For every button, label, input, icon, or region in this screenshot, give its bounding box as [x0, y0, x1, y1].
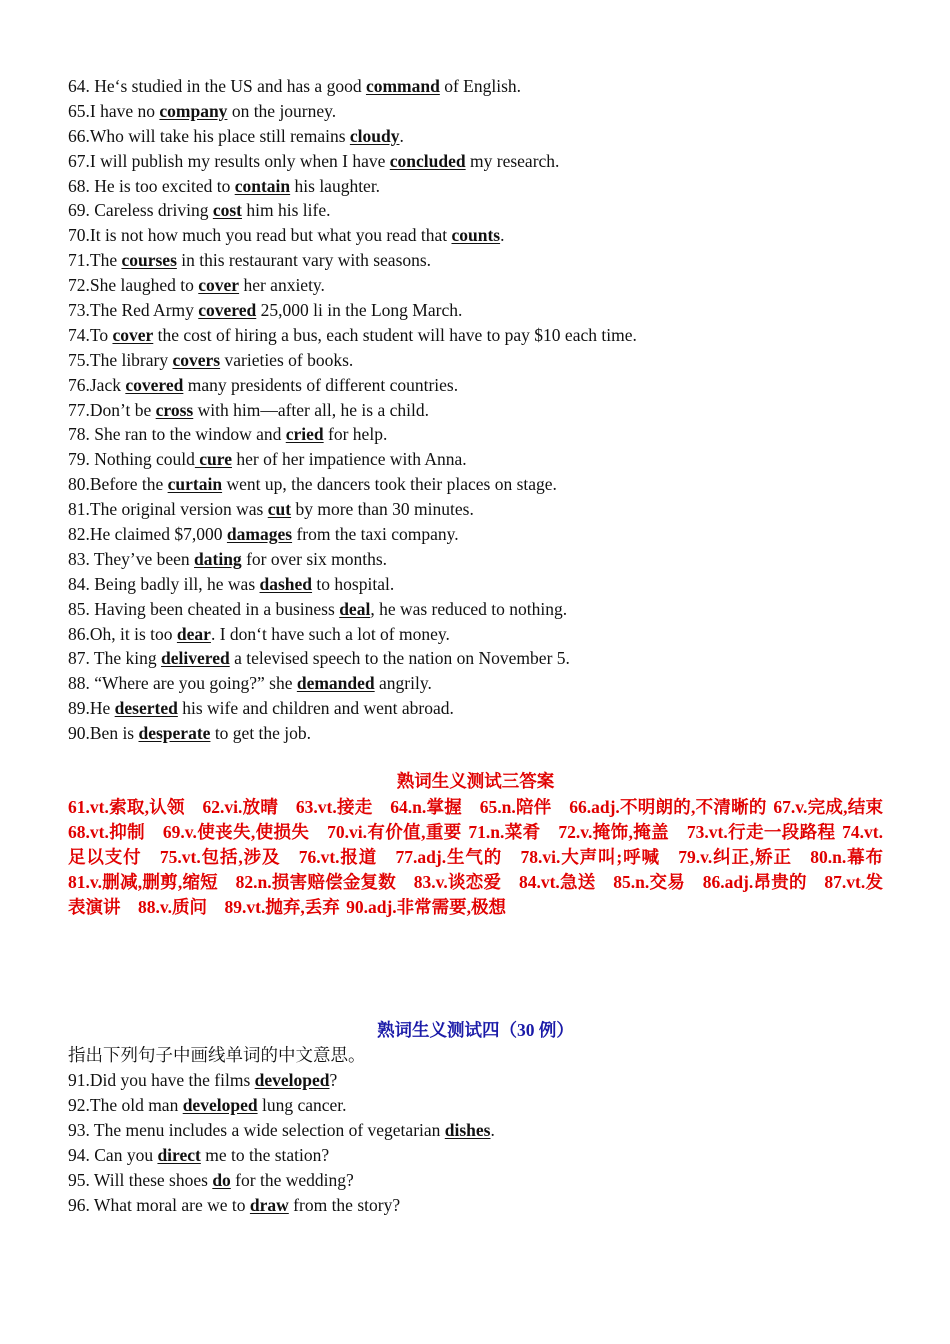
- underlined-keyword: desperate: [138, 723, 211, 744]
- underlined-keyword: do: [212, 1169, 231, 1190]
- section4-instruction: 指出下列句子中画线单词的中文意思。: [68, 1045, 366, 1066]
- sentence-text: 89.He: [68, 698, 115, 719]
- sentence-text: to hospital.: [312, 573, 395, 594]
- underlined-keyword: covered: [198, 300, 257, 321]
- sentence-text: 77.Don’t be: [68, 399, 156, 420]
- sentence-text: many presidents of different countries.: [183, 374, 459, 395]
- sentence-text: 93. The menu includes a wide selection of vegetarian: [68, 1120, 445, 1141]
- sentence-text: 79. Nothing could: [68, 449, 195, 470]
- underlined-keyword: cure: [194, 449, 232, 470]
- sentence-list-part3: [68, 74, 883, 746]
- sentence-line: [68, 1068, 883, 1093]
- underlined-keyword: damages: [226, 524, 293, 545]
- underlined-keyword: covers: [172, 349, 221, 370]
- sentence-text: by more than 30 minutes.: [291, 499, 474, 520]
- underlined-keyword: demanded: [296, 673, 375, 694]
- underlined-keyword: deserted: [114, 698, 178, 719]
- sentence-line: [68, 298, 883, 323]
- sentence-line: [68, 1193, 883, 1218]
- sentence-line: [68, 1118, 883, 1143]
- sentence-text: .: [500, 225, 505, 246]
- sentence-text: .: [490, 1120, 495, 1141]
- sentence-line: [68, 248, 883, 273]
- answers-title: 熟词生义测试三答案: [396, 772, 555, 793]
- sentence-text: 64. He‘s studied in the US and has a good: [68, 76, 366, 96]
- sentence-text: 81.The original version was: [68, 499, 268, 520]
- document-page: [68, 74, 901, 1218]
- underlined-keyword: concluded: [389, 150, 466, 171]
- sentence-line: [68, 1143, 883, 1168]
- sentence-text: 69. Careless driving: [68, 200, 213, 221]
- sentence-text: 86.Oh, it is too: [68, 623, 177, 644]
- underlined-keyword: draw: [249, 1194, 289, 1215]
- sentence-line: [68, 273, 883, 298]
- sentence-text: his laughter.: [290, 175, 381, 196]
- sentence-text: on the journey.: [227, 100, 337, 121]
- sentence-line: [68, 198, 883, 223]
- underlined-keyword: courses: [121, 250, 177, 271]
- sentence-text: her of her impatience with Anna.: [231, 449, 467, 470]
- sentence-line: [68, 622, 883, 647]
- sentence-text: 94. Can you: [68, 1144, 158, 1165]
- sentence-text: for the wedding?: [230, 1169, 354, 1190]
- underlined-keyword: company: [159, 100, 228, 121]
- sentence-text: to get the job.: [210, 723, 312, 744]
- underlined-keyword: cloudy: [349, 125, 400, 146]
- sentence-text: 67.I will publish my results only when I have: [68, 150, 390, 171]
- sentence-text: 90.Ben is: [68, 723, 139, 744]
- sentence-line: [68, 422, 883, 447]
- sentence-text: angrily.: [374, 673, 432, 694]
- sentence-line: [68, 74, 883, 99]
- underlined-keyword: dear: [176, 623, 211, 644]
- sentence-text: 74.To: [68, 324, 113, 345]
- underlined-keyword: delivered: [161, 648, 230, 669]
- sentence-line: [68, 472, 883, 497]
- underlined-keyword: developed: [254, 1070, 330, 1091]
- sentence-text: , he was reduced to nothing.: [370, 598, 568, 619]
- sentence-text: 92.The old man: [68, 1095, 183, 1116]
- underlined-keyword: dashed: [259, 573, 313, 594]
- sentence-text: 66.Who will take his place still remains: [68, 125, 350, 146]
- sentence-text: with him—after all, he is a child.: [193, 399, 429, 420]
- sentence-text: 68. He is too excited to: [68, 175, 235, 196]
- sentence-line: [68, 522, 883, 547]
- sentence-text: 73.The Red Army: [68, 300, 199, 321]
- sentence-line: [68, 1093, 883, 1118]
- sentence-text: 71.The: [68, 250, 122, 271]
- sentence-text: 76.Jack: [68, 374, 126, 395]
- underlined-keyword: developed: [182, 1095, 258, 1116]
- sentence-line: [68, 671, 883, 696]
- underlined-keyword: cost: [212, 200, 242, 221]
- sentence-text: 95. Will these shoes: [68, 1169, 213, 1190]
- sentence-text: of English.: [439, 76, 522, 96]
- sentence-text: 91.Did you have the films: [68, 1070, 255, 1091]
- underlined-keyword: contain: [234, 175, 291, 196]
- sentence-text: 96. What moral are we to: [68, 1194, 250, 1215]
- sentence-text: 75.The library: [68, 349, 173, 370]
- sentence-text: 80.Before the: [68, 474, 168, 495]
- sentence-text: 70.It is not how much you read but what you read that: [68, 225, 452, 246]
- sentence-line: [68, 646, 883, 671]
- sentence-line: [68, 223, 883, 248]
- underlined-keyword: dating: [194, 548, 242, 569]
- sentence-text: from the story?: [288, 1194, 401, 1215]
- underlined-keyword: direct: [157, 1144, 201, 1165]
- answers-text: 61.vt.索取,认领 62.vi.放晴 63.vt.接走 64.n.掌握 65.n.陪伴 66.adj.不明朗的,不清晰的 67.v.完成,结束 68.vt.抑制 69.v.使丧失,使损失 70.vi.有价值,重要 71.n.菜肴 72.v.掩饰,掩盖 73.vt.行走一段路程 74.vt.足以支付 75.vt.包括,涉及 76.vt.报道 77.adj.生气的 78.vi.大声叫;呼喊 79.v.纠正,矫正 80.n.幕布 81.v.删减,删剪,缩短 82.n.损害赔偿金复数 83.v.谈恋爱 84.vt.急送 85.n.交易 86.adj.昂贵的 87.vt.发表演讲 88.v.质问 89.vt.抛弃,丢弃 90.adj.非常需要,极想: [68, 796, 901, 917]
- sentence-text: the cost of hiring a bus, each student will have to pay $10 each time.: [153, 324, 637, 345]
- underlined-keyword: cover: [112, 324, 154, 345]
- sentence-text: me to the station?: [200, 1144, 330, 1165]
- sentence-text: for over six months.: [241, 548, 388, 569]
- sentence-line: [68, 124, 883, 149]
- underlined-keyword: cut: [267, 499, 292, 520]
- sentence-text: ?: [329, 1070, 338, 1091]
- section4-title: 熟词生义测试四（30 例）: [377, 1020, 574, 1041]
- underlined-keyword: curtain: [167, 474, 223, 495]
- sentence-line: [68, 1168, 883, 1193]
- sentence-text: my research.: [465, 150, 560, 171]
- sentence-text: 88. “Where are you going?” she: [68, 673, 297, 694]
- sentence-line: [68, 99, 883, 124]
- sentence-text: in this restaurant vary with seasons.: [176, 250, 432, 271]
- sentence-text: him his life.: [242, 200, 331, 221]
- sentence-line: [68, 497, 883, 522]
- sentence-line: [68, 572, 883, 597]
- sentence-text: a televised speech to the nation on November 5.: [229, 648, 570, 669]
- sentence-line: [68, 696, 883, 721]
- underlined-keyword: command: [365, 76, 440, 96]
- sentence-text: 78. She ran to the window and: [68, 424, 286, 445]
- sentence-line: [68, 348, 883, 373]
- sentence-line: [68, 174, 883, 199]
- sentence-text: 72.She laughed to: [68, 275, 199, 296]
- underlined-keyword: deal: [339, 598, 371, 619]
- underlined-keyword: cross: [155, 399, 194, 420]
- sentence-text: .: [399, 125, 404, 146]
- sentence-text: 82.He claimed $7,000: [68, 524, 227, 545]
- sentence-text: his wife and children and went abroad.: [177, 698, 454, 719]
- underlined-keyword: dishes: [444, 1120, 491, 1141]
- sentence-text: 85. Having been cheated in a business: [68, 598, 340, 619]
- sentence-line: [68, 721, 883, 746]
- underlined-keyword: cried: [285, 424, 324, 445]
- sentence-line: [68, 373, 883, 398]
- sentence-text: 65.I have no: [68, 100, 160, 121]
- underlined-keyword: counts: [451, 225, 501, 246]
- sentence-line: [68, 398, 883, 423]
- sentence-line: [68, 149, 883, 174]
- sentence-text: . I don‘t have such a lot of money.: [210, 623, 450, 644]
- sentence-text: from the taxi company.: [292, 524, 459, 545]
- sentence-text: 84. Being badly ill, he was: [68, 573, 260, 594]
- sentence-text: her anxiety.: [239, 275, 325, 296]
- sentence-list-part4: [68, 1068, 883, 1217]
- sentence-text: 83. They’ve been: [68, 548, 195, 569]
- sentence-text: lung cancer.: [257, 1095, 347, 1116]
- sentence-line: [68, 323, 883, 348]
- sentence-text: 25,000 li in the Long March.: [256, 300, 463, 321]
- sentence-line: [68, 447, 883, 472]
- sentence-text: varieties of books.: [220, 349, 354, 370]
- sentence-text: for help.: [323, 424, 388, 445]
- underlined-keyword: covered: [125, 374, 184, 395]
- sentence-text: 87. The king: [68, 648, 162, 669]
- sentence-line: [68, 547, 883, 572]
- sentence-line: [68, 597, 883, 622]
- sentence-text: went up, the dancers took their places on stage.: [222, 474, 557, 495]
- spacer: [68, 746, 883, 770]
- spacer: [68, 919, 883, 1018]
- underlined-keyword: cover: [198, 275, 240, 296]
